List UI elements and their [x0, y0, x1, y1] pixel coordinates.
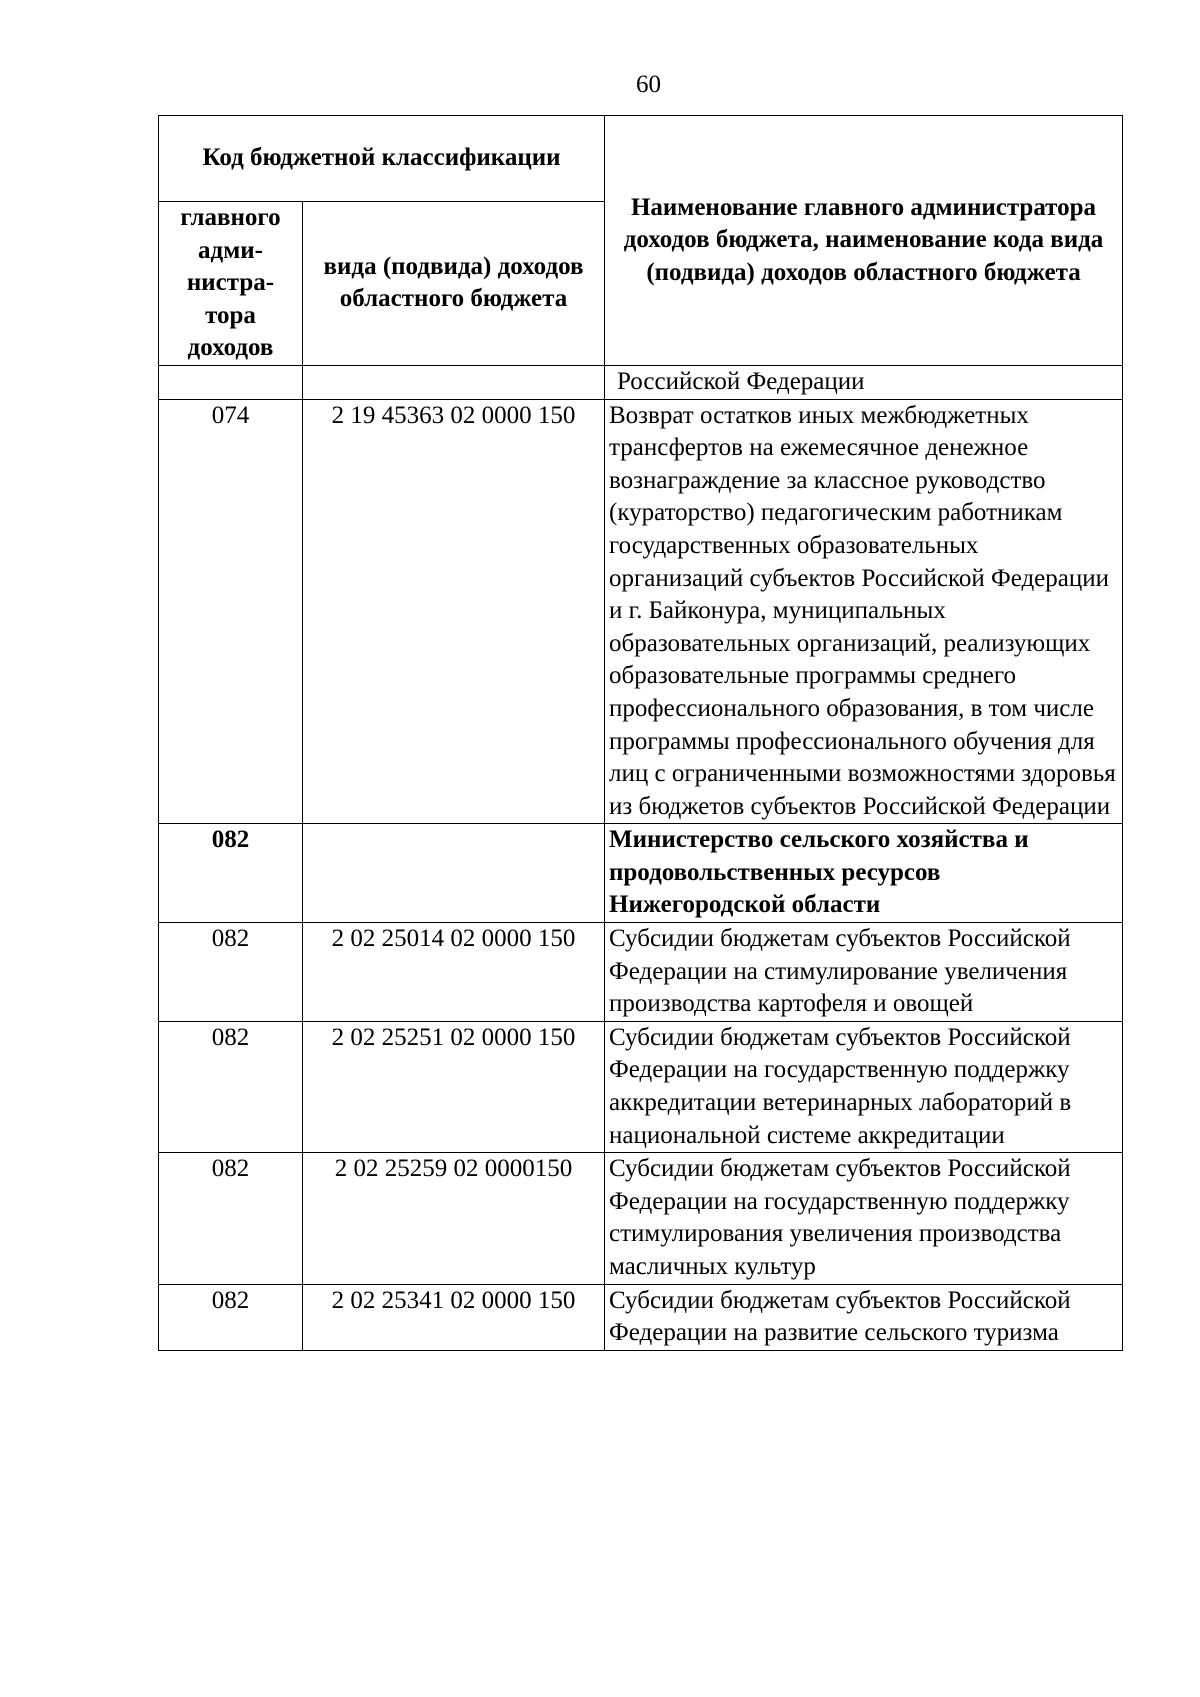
income-code-cell: 2 02 25341 02 0000 150: [303, 1284, 605, 1350]
income-code-cell: [303, 365, 605, 399]
header-main-administrator: главного адми-нистра-тора доходов: [159, 202, 303, 366]
administrator-heading-row: [159, 824, 1123, 923]
income-code-cell: 2 19 45363 02 0000 150: [303, 399, 605, 824]
income-name-cell: Российской Федерации: [605, 365, 1123, 399]
table-row: [159, 365, 1123, 399]
admin-code-cell: 082: [159, 1021, 303, 1152]
table-row: [159, 1021, 1123, 1152]
admin-code-cell: 082: [159, 824, 303, 923]
income-name-cell: Субсидии бюджетам субъектов Российской Федерации на государственную поддержку аккредитации ветеринарных лабораторий в национальной системе аккредитации: [605, 1021, 1123, 1152]
income-code-cell: 2 02 25014 02 0000 150: [303, 923, 605, 1022]
income-name-cell: Субсидии бюджетам субъектов Российской Федерации на развитие сельского туризма: [605, 1284, 1123, 1350]
budget-classification-table: [158, 115, 1123, 1351]
admin-code-cell: [159, 365, 303, 399]
table-header: [159, 116, 1123, 366]
admin-code-cell: 082: [159, 1153, 303, 1284]
header-administrator-name: Наименование главного администратора доходов бюджета, наименование кода вида (подвида) доходов областного бюджета: [605, 116, 1123, 366]
administrator-name-cell: Министерство сельского хозяйства и продовольственных ресурсов Нижегородской области: [605, 824, 1123, 923]
income-name-cell: Возврат остатков иных межбюджетных трансфертов на ежемесячное денежное вознаграждение за классное руководство (кураторство) педагогическим работникам государственных образовательных организаций субъектов Российской Федерации и г. Байконура, муниципальных образовательных организаций, реализующих образовательные программы среднего профессионального образования, в том числе программы профессионального обучения для лиц с ограниченными возможностями здоровья из бюджетов субъектов Российской Федерации: [605, 399, 1123, 824]
table-body: [159, 365, 1123, 1350]
table-row: [159, 1153, 1123, 1284]
income-code-cell: 2 02 25259 02 0000150: [303, 1153, 605, 1284]
header-income-kind: вида (подвида) доходов областного бюджета: [303, 202, 605, 366]
page-number: 60: [636, 71, 661, 98]
header-budget-code-group: Код бюджетной классификации: [159, 116, 605, 202]
table-row: [159, 1284, 1123, 1350]
table-row: [159, 399, 1123, 824]
income-name-cell: Субсидии бюджетам субъектов Российской Федерации на стимулирование увеличения производства картофеля и овощей: [605, 923, 1123, 1022]
income-code-cell: 2 02 25251 02 0000 150: [303, 1021, 605, 1152]
admin-code-cell: 074: [159, 399, 303, 824]
table-row: [159, 923, 1123, 1022]
admin-code-cell: 082: [159, 923, 303, 1022]
admin-code-cell: 082: [159, 1284, 303, 1350]
income-code-cell: [303, 824, 605, 923]
income-name-cell: Субсидии бюджетам субъектов Российской Федерации на государственную поддержку стимулирования увеличения производства масличных культур: [605, 1153, 1123, 1284]
